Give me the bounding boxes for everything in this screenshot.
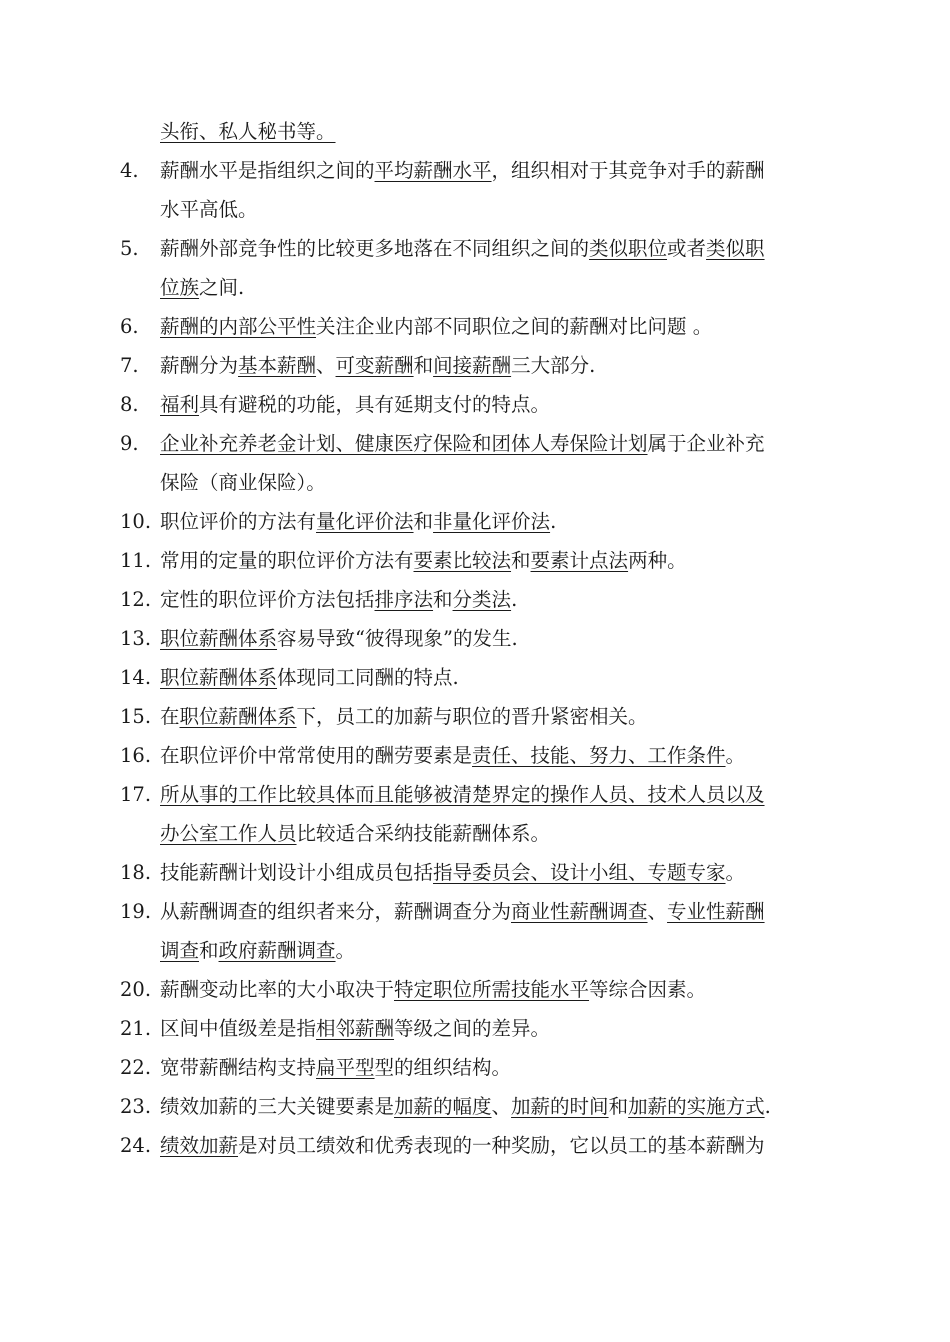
text-segment: 是对员工绩效和优秀表现的一种奖励，它以员工的基本薪酬为 <box>238 1134 765 1157</box>
item-number: 18. <box>120 861 152 884</box>
text-segment: 薪酬水平是指组织之间的 <box>160 159 375 182</box>
item-text <box>160 853 850 892</box>
text-line <box>160 970 850 1009</box>
text-segment: 从薪酬调查的组织者来分，薪酬调查分为 <box>160 900 512 923</box>
underlined-answer: 类似职 <box>706 237 765 260</box>
item-text <box>160 229 850 307</box>
text-segment: 。 <box>335 939 356 962</box>
item-text <box>160 775 850 853</box>
text-segment: 下，员工的加薪与职位的晋升紧密相关。 <box>296 705 648 728</box>
text-segment: 和 <box>413 510 434 533</box>
text-segment: 常用的定量的职位评价方法有 <box>160 549 414 572</box>
underlined-answer: 加薪的幅度 <box>394 1095 492 1118</box>
underlined-answer: 所从事的工作比较具体而且能够被清楚界定的操作人员、技术人员以及 <box>160 783 765 806</box>
text-segment: 在职位评价中常常使用的酬劳要素是 <box>160 744 473 767</box>
underlined-answer: 办公室工作人员 <box>160 822 297 845</box>
text-segment: 、 <box>491 1095 512 1118</box>
underlined-answer: 排序法 <box>374 588 434 611</box>
text-segment: 和 <box>608 1095 629 1118</box>
underlined-answer: 特定职位所需技能水平 <box>394 978 590 1001</box>
text-line <box>160 1126 850 1165</box>
underlined-answer: 商业性薪酬调查 <box>511 900 648 923</box>
text-segment: 或者 <box>667 237 707 260</box>
underlined-answer: 加薪的时间 <box>511 1095 609 1118</box>
item-text <box>160 307 850 346</box>
item-text <box>160 385 850 424</box>
text-segment: 和 <box>199 939 219 962</box>
text-segment: 两种。 <box>628 549 687 572</box>
text-line <box>160 190 850 229</box>
underlined-answer: 责任、技能、努力、工作条件 <box>472 744 726 767</box>
text-line <box>160 931 850 970</box>
underlined-answer: 头衔、私人秘书等。 <box>160 120 336 143</box>
item-number: 22. <box>120 1056 152 1079</box>
text-line <box>160 463 850 502</box>
text-line <box>160 541 850 580</box>
text-segment: 职位评价的方法有 <box>160 510 317 533</box>
underlined-answer: 位族 <box>160 276 200 299</box>
item-text <box>160 541 850 580</box>
item-text <box>160 1126 850 1165</box>
underlined-answer: 企业补充养老金计划、健康医疗保险和团体人寿保险计划 <box>160 432 648 455</box>
text-segment: 。 <box>725 744 746 767</box>
underlined-answer: 相邻薪酬 <box>316 1017 395 1040</box>
text-line <box>160 502 850 541</box>
item-number: 11. <box>120 549 152 572</box>
text-segment: 宽带薪酬结构支持 <box>160 1056 317 1079</box>
underlined-answer: 薪酬的内部公平性 <box>160 315 317 338</box>
text-segment: 、 <box>316 354 336 377</box>
item-number: 4. <box>120 159 139 182</box>
text-segment: . <box>511 588 518 611</box>
underlined-answer: 调查 <box>160 939 200 962</box>
text-segment: . <box>764 1095 771 1118</box>
underlined-answer: 指导委员会、设计小组、专题专家 <box>433 861 726 884</box>
text-line <box>160 385 850 424</box>
item-text <box>160 1009 850 1048</box>
text-segment: 和 <box>511 549 531 572</box>
text-line <box>160 151 850 190</box>
text-line <box>160 775 850 814</box>
item-text <box>160 619 850 658</box>
item-number: 15. <box>120 705 152 728</box>
underlined-answer: 福利 <box>160 393 200 416</box>
item-text <box>160 424 850 502</box>
text-segment: 容易导致“彼得现象”的发生. <box>277 627 518 650</box>
item-number: 16. <box>120 744 152 767</box>
item-text <box>160 1087 850 1126</box>
text-segment: 绩效加薪的三大关键要素是 <box>160 1095 395 1118</box>
underlined-answer: 类似职位 <box>589 237 668 260</box>
underlined-answer: 扁平型 <box>316 1056 375 1079</box>
text-segment: 。 <box>725 861 746 884</box>
underlined-answer: 量化评价法 <box>316 510 414 533</box>
text-line <box>160 697 850 736</box>
underlined-answer: 专业性薪酬 <box>667 900 765 923</box>
item-number: 12. <box>120 588 152 611</box>
item-number: 7. <box>120 354 139 377</box>
item-text <box>160 1048 850 1087</box>
item-number: 20. <box>120 978 152 1001</box>
text-segment: 薪酬外部竞争性的比较更多地落在不同组织之间的 <box>160 237 590 260</box>
item-number: 6. <box>120 315 139 338</box>
text-line <box>160 736 850 775</box>
text-line <box>160 424 850 463</box>
item-number: 13. <box>120 627 152 650</box>
text-line <box>160 1009 850 1048</box>
text-segment: 保险（商业保险）。 <box>160 471 326 494</box>
underlined-answer: 职位薪酬体系 <box>179 705 297 728</box>
underlined-answer: 间接薪酬 <box>433 354 512 377</box>
text-line <box>160 268 850 307</box>
item-text <box>160 970 850 1009</box>
text-segment: 和 <box>413 354 434 377</box>
item-text <box>160 697 850 736</box>
text-line <box>160 619 850 658</box>
text-segment: 之间. <box>199 276 245 299</box>
text-segment: 技能薪酬计划设计小组成员包括 <box>160 861 434 884</box>
item-number: 5. <box>120 237 139 260</box>
item-number: 10. <box>120 510 152 533</box>
text-segment: 水平高低。 <box>160 198 258 221</box>
item-number: 19. <box>120 900 152 923</box>
item-number: 8. <box>120 393 139 416</box>
text-segment: . <box>550 510 557 533</box>
text-line <box>160 307 850 346</box>
item-text <box>160 502 850 541</box>
text-segment: 体现同工同酬的特点. <box>277 666 459 689</box>
item-text <box>160 151 850 229</box>
item-text <box>160 112 850 151</box>
underlined-answer: 职位薪酬体系 <box>160 627 278 650</box>
text-line <box>160 1087 850 1126</box>
text-segment: 、 <box>647 900 668 923</box>
item-text <box>160 736 850 775</box>
text-line <box>160 229 850 268</box>
item-number: 24. <box>120 1134 152 1157</box>
text-line <box>160 853 850 892</box>
text-line <box>160 580 850 619</box>
item-number: 23. <box>120 1095 152 1118</box>
item-number: 9. <box>120 432 139 455</box>
underlined-answer: 平均薪酬水平 <box>374 159 492 182</box>
text-line <box>160 814 850 853</box>
item-text <box>160 892 850 970</box>
text-segment: 三大部分. <box>511 354 596 377</box>
text-segment: 定性的职位评价方法包括 <box>160 588 375 611</box>
underlined-answer: 可变薪酬 <box>335 354 414 377</box>
text-segment: 等级之间的差异。 <box>394 1017 551 1040</box>
underlined-answer: 加薪的实施方式 <box>628 1095 765 1118</box>
underlined-answer: 要素计点法 <box>530 549 629 572</box>
text-line <box>160 346 850 385</box>
text-line <box>160 1048 850 1087</box>
underlined-answer: 要素比较法 <box>413 549 512 572</box>
underlined-answer: 职位薪酬体系 <box>160 666 278 689</box>
text-segment: 薪酬分为 <box>160 354 239 377</box>
item-text <box>160 346 850 385</box>
underlined-answer: 分类法 <box>452 588 512 611</box>
text-line <box>160 658 850 697</box>
text-segment: 区间中值级差是指 <box>160 1017 317 1040</box>
item-text <box>160 658 850 697</box>
text-segment: 和 <box>433 588 453 611</box>
text-segment: 薪酬变动比率的大小取决于 <box>160 978 395 1001</box>
underlined-answer: 非量化评价法 <box>433 510 551 533</box>
item-number: 21. <box>120 1017 152 1040</box>
text-segment: 等综合因素。 <box>589 978 707 1001</box>
text-segment: 型的组织结构。 <box>374 1056 512 1079</box>
text-segment: 关注企业内部不同职位之间的薪酬对比问题 。 <box>316 315 713 338</box>
text-segment: 具有避税的功能，具有延期支付的特点。 <box>199 393 551 416</box>
item-number: 17. <box>120 783 152 806</box>
item-number: 14. <box>120 666 152 689</box>
text-segment: 在 <box>160 705 180 728</box>
underlined-answer: 绩效加薪 <box>160 1134 239 1157</box>
item-text <box>160 580 850 619</box>
text-line <box>160 892 850 931</box>
text-segment: 比较适合采纳技能薪酬体系。 <box>296 822 551 845</box>
underlined-answer: 基本薪酬 <box>238 354 317 377</box>
underlined-answer: 政府薪酬调查 <box>218 939 336 962</box>
text-segment: 属于企业补充 <box>647 432 765 455</box>
text-segment: ，组织相对于其竞争对手的薪酬 <box>491 159 765 182</box>
text-line <box>160 112 850 151</box>
